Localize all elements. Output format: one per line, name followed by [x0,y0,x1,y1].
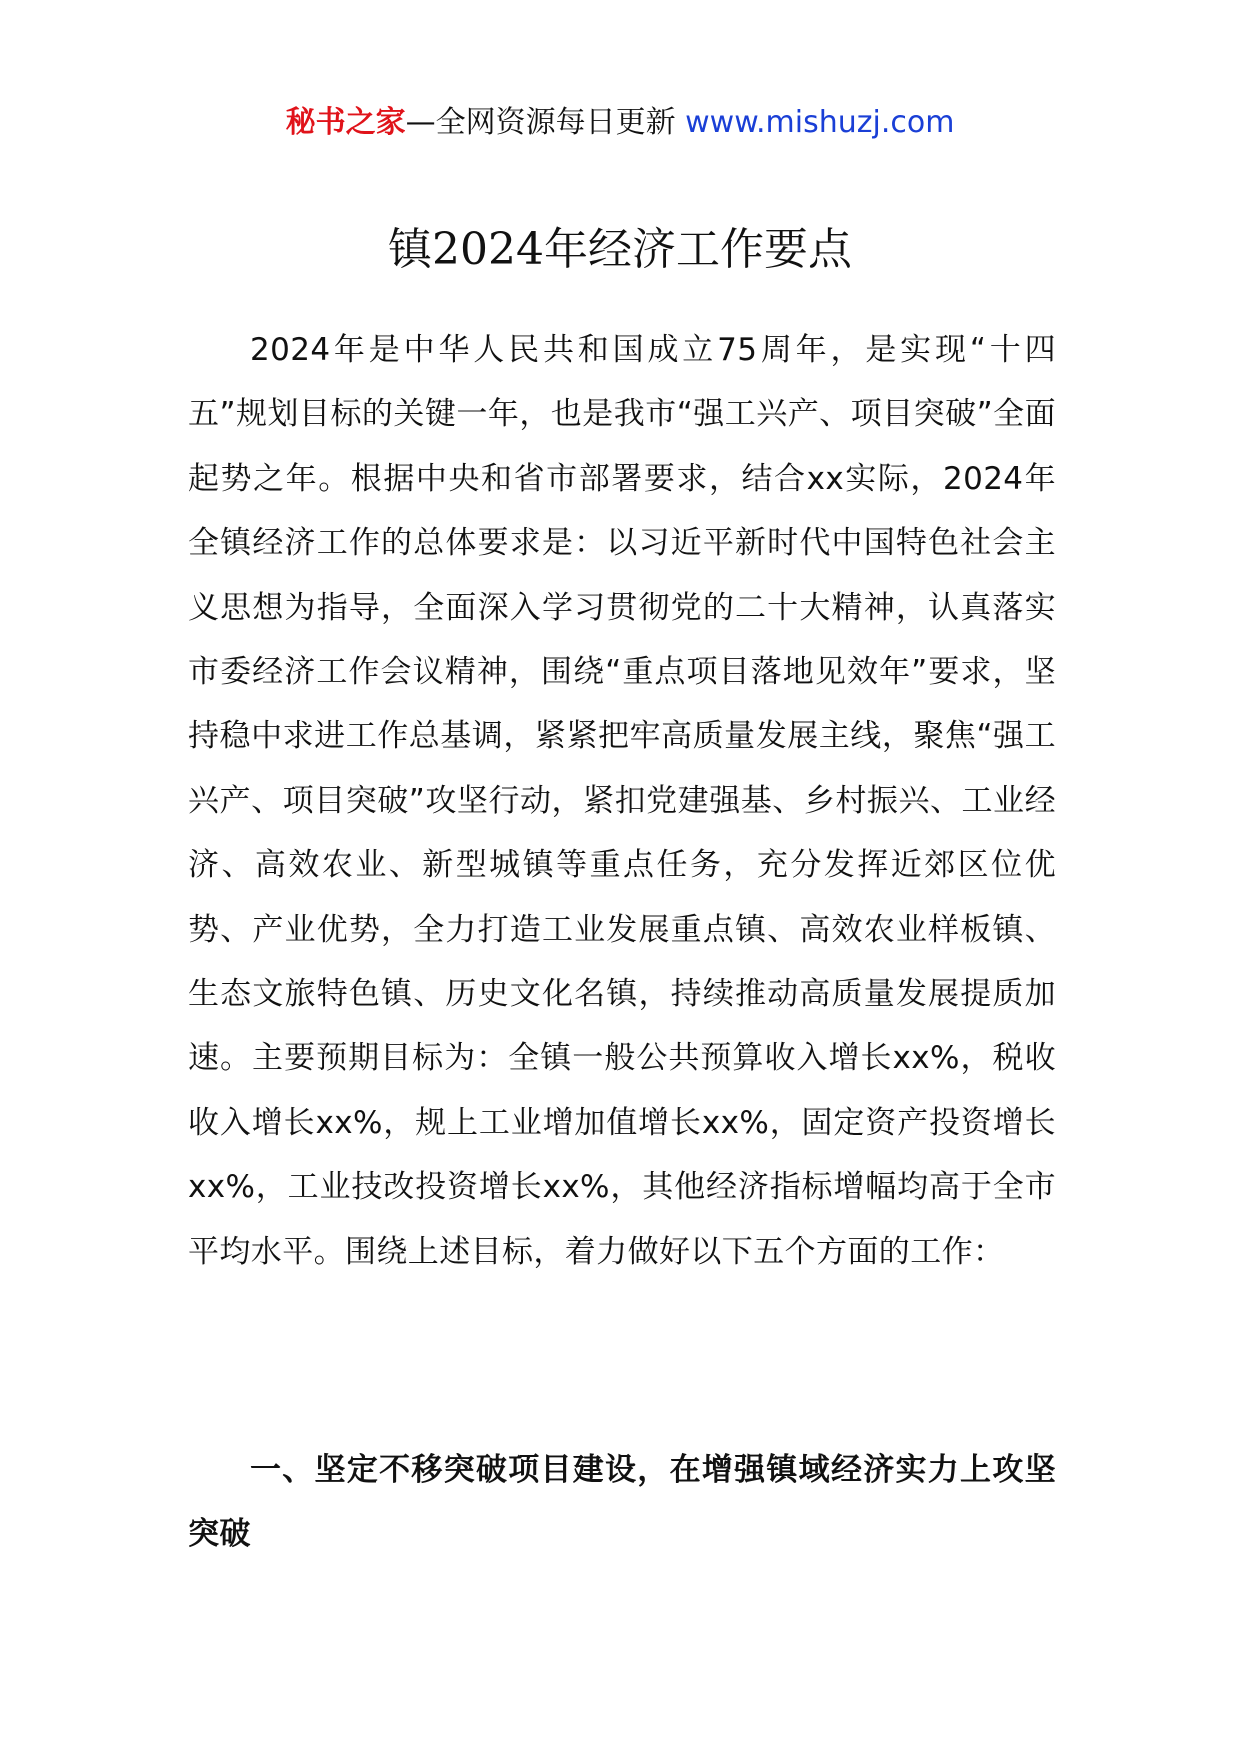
page-title [0,218,1240,282]
site-url-link[interactable]: www.mishuzj.com [685,105,955,140]
title-prefix: 镇 [388,224,432,275]
title-year: 2024 [432,224,544,275]
brand-name: 秘书之家 [285,105,406,140]
intro-paragraph: 2024年是中华人民共和国成立75周年，是实现“十四五”规划目标的关键一年，也是我市“强工兴产、项目突破”全面起势之年。根据中央和省市部署要求，结合xx实际，2024年全镇经济工作的总体要求是：以习近平新时代中国特色社会主义思想为指导，全面深入学习贯彻党的二十大精神，认真落实市委经济工作会议精神，围绕“重点项目落地见效年”要求，坚持稳中求进工作总基调，紧紧把牢高质量发展主线，聚焦“强工兴产、项目突破”攻坚行动，紧扣党建强基、乡村振兴、工业经济、高效农业、新型城镇等重点任务，充分发挥近郊区位优势、产业优势，全力打造工业发展重点镇、高效农业样板镇、生态文旅特色镇、历史文化名镇，持续推动高质量发展提质加速。主要预期目标为：全镇一般公共预算收入增长xx%，税收收入增长xx%，规上工业增加值增长xx%，固定资产投资增长xx%，工业技改投资增长xx%，其他经济指标增幅均高于全市平均水平。围绕上述目标，着力做好以下五个方面的工作： [188,332,1056,1270]
section-heading: 一、坚定不移突破项目建设，在增强镇域经济实力上攻坚突破 [188,1452,1056,1553]
site-header [0,100,1240,146]
header-tagline: —全网资源每日更新 [405,105,676,140]
title-suffix: 年经济工作要点 [543,224,852,275]
